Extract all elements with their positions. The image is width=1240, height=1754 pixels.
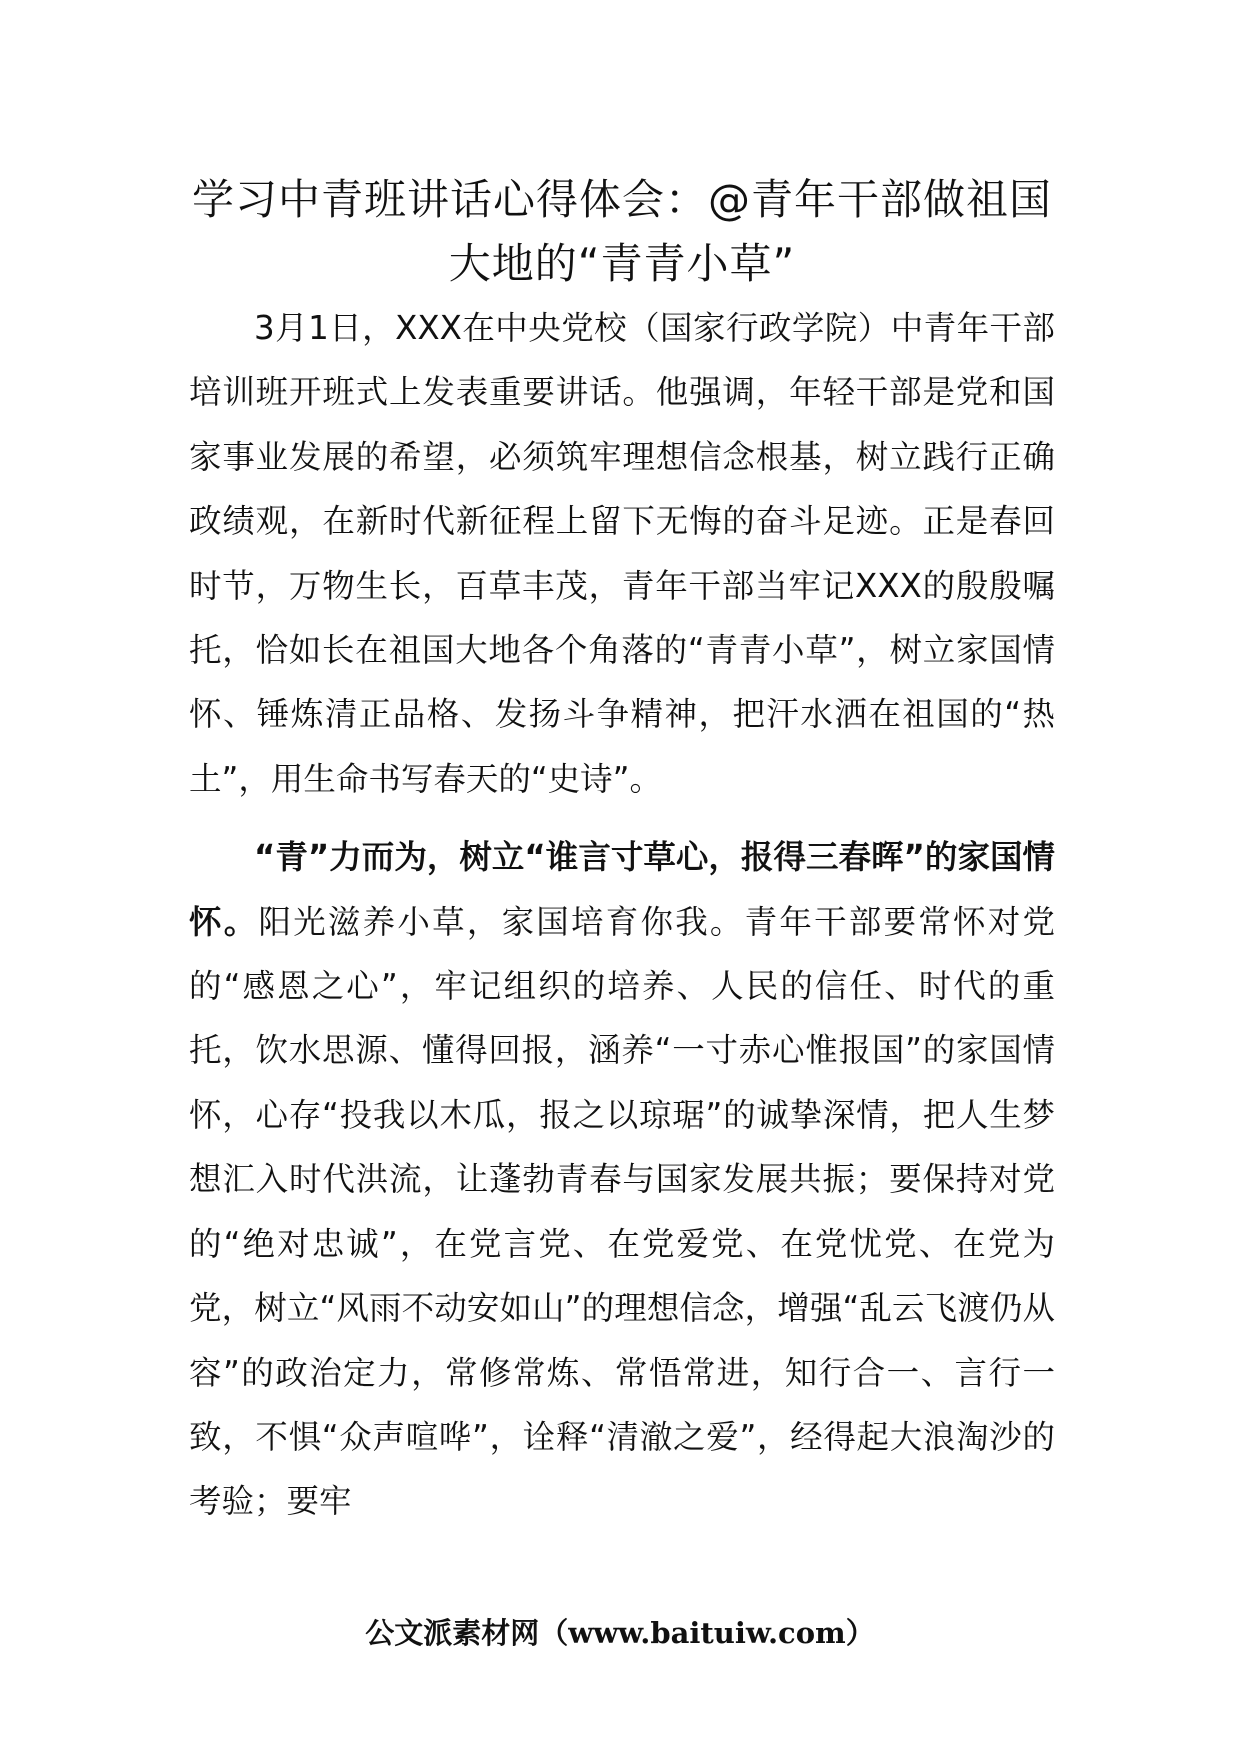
section-1-text: 阳光滋养小草，家国培育你我。青年干部要常怀对党的“感恩之心”，牢记组织的培养、人民的信任、时代的重托，饮水思源、懂得回报，涵养“一寸赤心惟报国”的家国情怀，心存“投我以木瓜，报之以琼琚”的诚挚深情，把人生梦想汇入时代洪流，让蓬勃青春与国家发展共振；要保持对党的“绝对忠诚”，在党言党、在党爱党、在党忧党、在党为党，树立“风雨不动安如山”的理想信念，增强“乱云飞渡仍从容”的政治定力，常修常炼、常悟常进，知行合一、言行一致，不惧“众声喧哗”，诠释“清澈之爱”，经得起大浪淘沙的考验；要牢 bbox=[189, 902, 1055, 1521]
paragraph-section-1 bbox=[189, 825, 1055, 1533]
document-title: 学习中青班讲话心得体会：@青年干部做祖国大地的“青青小草” bbox=[191, 175, 1052, 288]
footer-watermark: 公文派素材网（www.baituiw.com） bbox=[365, 1616, 875, 1650]
section-1-heading: “青”力而为，树立“谁言寸草心，报得三春晖”的家国情怀。 bbox=[189, 838, 1055, 941]
document-body bbox=[189, 168, 1055, 1534]
paragraph-intro bbox=[189, 296, 1055, 811]
paragraph-intro-text: 3月1日，XXX在中央党校（国家行政学院）中青年干部培训班开班式上发表重要讲话。他强调，年轻干部是党和国家事业发展的希望，必须筑牢理想信念根基，树立践行正确政绩观，在新时代新征程上留下无悔的奋斗足迹。正是春回时节，万物生长，百草丰茂，青年干部当牢记XXX的殷殷嘱托，恰如长在祖国大地各个角落的“青青小草”，树立家国情怀、锤炼清正品格、发扬斗争精神，把汗水洒在祖国的“热土”，用生命书写春天的“史诗”。 bbox=[189, 309, 1055, 798]
